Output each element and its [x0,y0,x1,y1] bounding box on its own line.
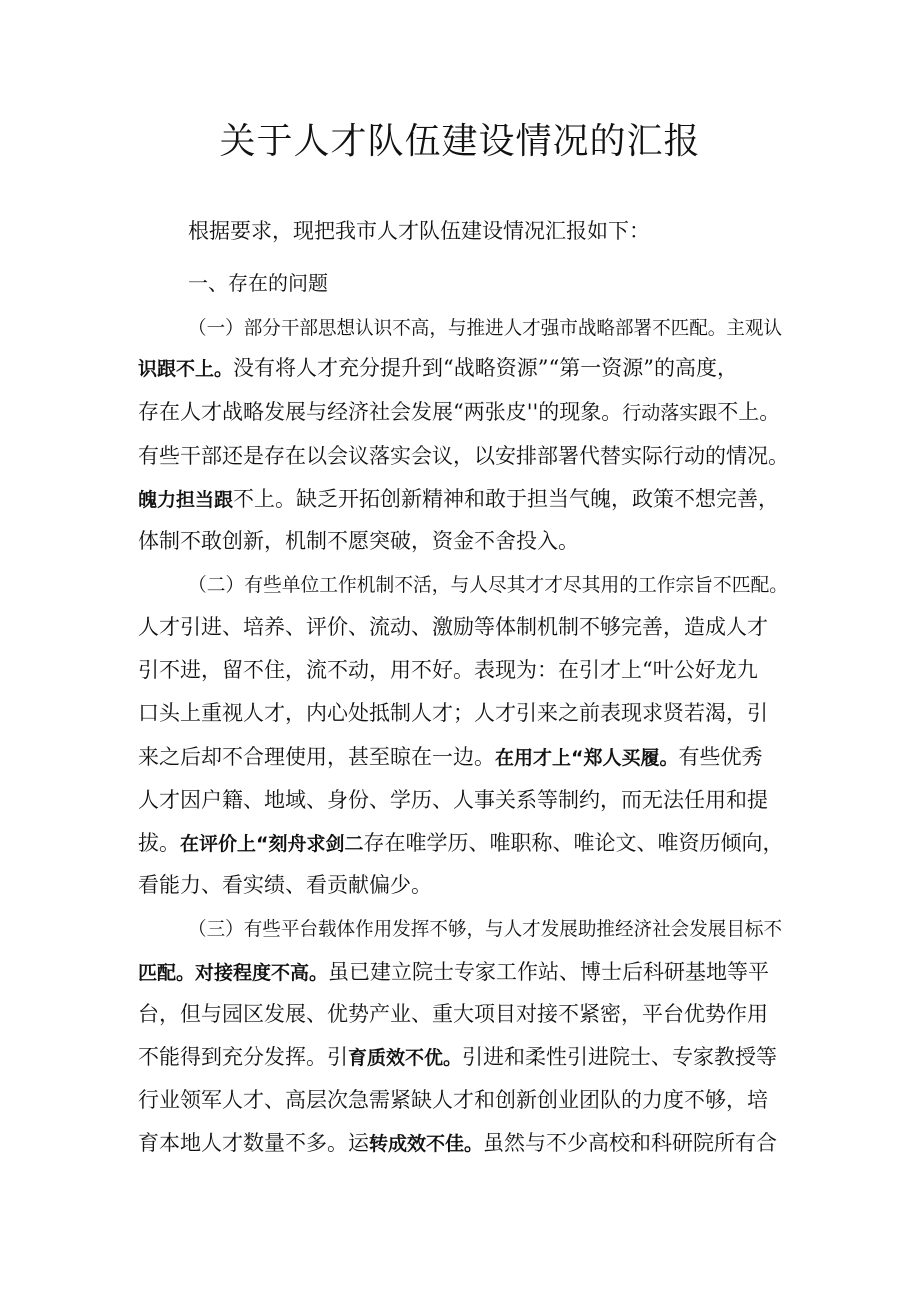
p2-line-7-tail: 存在唯学历、唯职称、唯论文、唯资历倾向， [363,831,784,855]
p1-line-5-bold: 魄力担当跟 [138,489,234,511]
p3-line-4-text: 不能得到充分发挥。引 [138,1045,348,1069]
p1-line-4: 有些干部还是存在以会议落实会议，以安排部署代替实际行动的情况。 [138,444,789,468]
p3-line-2-bold: 匹配。对接程度不高。 [138,962,329,984]
p2-line-7-bold: 在评价上“刻舟求剑二 [180,833,364,855]
p1-line-5 [138,482,790,516]
p3-line-1: （三）有些平台载体作用发挥不够，与人才发展助推经济社会发展目标不 [188,918,783,940]
p2-line-1: （二）有些单位工作机制不活，与人尽其才才尽其用的工作宗旨不匹配。 [188,574,788,596]
p3-line-6 [138,1126,790,1160]
p2-line-5-tail: 有些优秀 [678,745,763,769]
p3-line-5: 行业领军人才、高层次急需紧缺人才和创新创业团队的力度不够，培 [138,1088,768,1112]
p1-line-5-text: 不上。缺乏开拓创新精神和敢于担当气魄，政策不想完善， [233,487,780,511]
p3-line-2 [138,955,790,989]
p2-line-8: 看能力、看实绩、看贡献偏少。 [138,873,432,897]
p1-line-3-text: 存在人才战略发展与经济社会发展“两张皮''的现象。 [138,400,623,424]
p3-line-4-tail: 引进和柔性引进院士、专家教授等 [462,1045,778,1069]
p2-line-5-bold: 在用才上“郑人买履。 [495,747,679,769]
p1-line-1: （一）部分干部思想认识不高，与推进人才强市战略部署不匹配。主观认 [188,317,783,339]
p1-line-3-tail: 不上。 [717,400,781,424]
document-title: 关于人才队伍建设情况的汇报 [219,121,701,162]
p2-line-3: 引不进，留不住，流不动，用不好。表现为：在引才上“叶公好龙九 [138,658,758,682]
p1-line-2 [138,351,790,385]
p3-line-4 [138,1040,790,1074]
p3-line-6-bold: 转成效不佳。 [369,1133,484,1155]
p1-line-2-text: 没有将人才充分提升到“战略资源”“第一资源”的高度， [233,356,738,380]
p3-line-6-text: 育本地人才数量不多。运 [138,1131,369,1155]
p2-line-7 [138,826,790,860]
p1-line-6: 体制不敢创新，机制不愿突破，资金不舍投入。 [138,529,579,553]
p1-line-2-bold: 识跟不上。 [138,358,234,380]
p2-line-5 [138,740,790,774]
p1-line-3-bold: 行动落实跟 [622,402,718,424]
p3-line-3: 台，但与园区发展、优势产业、重大项目对接不紧密，平台优势作用 [138,1002,768,1026]
intro-line: 根据要求，现把我市人才队伍建设情况汇报如下： [188,219,650,243]
p3-line-4-bold: 育质效不优。 [348,1047,463,1069]
p2-line-6: 人才因户籍、地域、身份、学历、人事关系等制约，而无法任用和提 [138,788,768,812]
p3-line-2-text: 虽已建立院士专家工作站、博士后科研基地等平 [328,960,770,984]
p2-line-4: 口头上重视人才，内心处抵制人才；人才引来之前表现求贤若渴，引 [138,701,768,725]
p2-line-5-text: 来之后却不合理使用，甚至晾在一边。 [138,745,495,769]
p3-line-6-tail: 虽然与不少高校和科研院所有合 [483,1131,778,1155]
section-heading: 一、存在的问题 [188,271,328,295]
p2-line-7-text: 拔。 [138,831,180,855]
p1-line-3 [138,395,790,429]
p2-line-2: 人才引进、培养、评价、流动、激励等体制机制不够完善，造成人才 [138,615,768,639]
